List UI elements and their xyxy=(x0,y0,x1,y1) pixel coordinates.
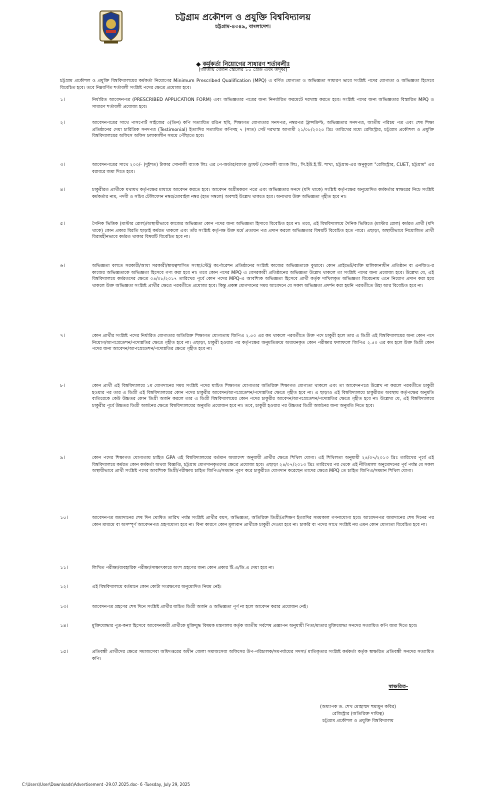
item-number: ১৩। xyxy=(60,605,68,610)
letterhead xyxy=(0,8,486,48)
university-address: চট্টগ্রাম-৪৩৪৯, বাংলাদেশ। xyxy=(215,24,271,30)
item-number: ৪। xyxy=(60,188,65,193)
notice-subtitle: (জাতীয় বেতন স্কেলের ১০ গ্রেড এবং তদূর্ধ্ব) xyxy=(198,67,288,73)
signed-label: স্বাক্ষরিত- xyxy=(388,684,408,690)
item-number: ১২। xyxy=(60,585,68,590)
signature-space xyxy=(268,692,448,704)
item-number: ১। xyxy=(60,98,65,103)
signatory-name: (অধ্যাপক ড. শেখ মোহাম্মদ হুমায়ুন কবির) xyxy=(319,705,397,710)
notice-title-text: কর্মকর্তা নিয়োগের সাধারণ শর্তাবলী xyxy=(202,61,290,68)
item-text: চাকুরীরত প্রার্থীকে যথাযথ কর্তৃপক্ষের মাধ্যমে আবেদন করতে হবে। আবেদন অগ্রীমকরণ পত্রে এবং অভিজ্ঞতার সনদে (যদি থাকে) সংশ্লিষ্ট কর্তৃপক্ষের অনুমোদিত কর্মকর্তার স্বাক্ষরের নিচে সংশ্লিষ্ট কর্মকর্তার নাম, পদবী ও সচিব টেলিফোন নম্বর/মোবাইল নম্বর (হাত সম্বলে) অবশ্যই উল্লেখ থাকতে হবে। অন্যথায় উক্ত অভিজ্ঞতা গৃহীত হবে না। xyxy=(92,188,434,200)
item-text: সৈনিক ভিত্তিক (মাস্টার রোল)/অস্থায়ীভাবে কাজের অভিজ্ঞতা কোন পদের জন্য অভিজ্ঞতা হিসাবে বিবেচিত হবে না। তবে, এই বিশ্ববিদ্যালয়ে দৈনিক ভিত্তিতে (মাস্টার রোল) কর্মরত প্রার্থী (যদি থাকে) কোন প্রকার বিরতি ছাড়াই কর্মরত থাকলে এবং তাঁর সংশ্লিষ্ট কর্তৃপক্ষ উক্ত মর্মে প্রত্যয়ন পত্র প্রদান করলে অভিজ্ঞতার বিষয়টি বিবেচিত হতে পারে। এছাড়া, অস্থায়ীভাবে নিয়োজিত প্রার্থী বিরামহীনভাবে কর্মরত থাকার বিষয়টি বিবেচিত হবে না। xyxy=(92,222,434,241)
item-number: ১৫। xyxy=(60,650,68,655)
bullet-icon: ◆ xyxy=(196,61,203,68)
item-number: ১১। xyxy=(60,566,68,571)
item-text: আবেদনপত্র গ্রহণের শেষ দিনে সংশ্লিষ্ট প্রার্থীর যাচিত ডিগ্রী অর্জন ও অভিজ্ঞতা পূর্ণ না হলে আবেদন করার প্রয়োজন নেই। xyxy=(92,605,308,610)
item-text: অভিজ্ঞতা বলতে সরকারী/আধা সরকারী/স্বায়ত্বশাসিত সংস্থা/স্টেট্র কর্পোরেশন প্রতিষ্ঠানের সংশ্লিষ্ট কাজের অভিজ্ঞতাকে বুঝাবে। কোন প্রাইভেট/ব্যক্তি মালিকানাধীন প্রতিষ্ঠান বা এনজিও-র কাজের অভিজ্ঞতাকে অভিজ্ঞতা হিসেবে গণ্য করা হবে না। তবে কোন পদের MPQ এ বেসরকারী প্রতিষ্ঠানের অভিজ্ঞতা উল্লেখ থাকলে তা সংশ্লিষ্ট পদের জন্য প্রযোজ্য হবে। উল্লেখ্য যে, এই বিশ্ববিদ্যালয়ে কর্মরতদের ক্ষেত্রে ০৪/০৮/২০১৭ তারিখের পূর্বে কোন পদের MPQ-এ আবশ্যিক অভিজ্ঞতা হিসেবে প্রার্থী কর্তৃক দাখিলকৃত অভিজ্ঞতা বিবেচনায় এনে নিয়োগ প্রদান করা হয়ে থাকলে উক্ত অভিজ্ঞতা সংশ্লিষ্ট প্রার্থীর ক্ষেত্রে পরবর্তীতে প্রযোজ্য হবে। কিন্তু প্রকল্প যোগদানের সময় আবেদনে যে সকল অভিজ্ঞতা প্রদর্শন করা হয়নি পরবর্তীতে উহা আর বিবেচিত হবে না। xyxy=(92,264,434,289)
item-number: ১০। xyxy=(60,516,68,521)
item-number: ৭। xyxy=(60,334,65,339)
item-number: ৫। xyxy=(60,222,65,227)
item-text: প্রতিবন্ধী প্রার্থীদের ক্ষেত্রে সমাজসেবা অধিদপ্তরের অধীন জেলা সমাজসেবা অফিসের উপ-পরিচালক/সমপর্যায়ের সদস্য/ মাতিকৃত্যর সংশ্লিষ্ট কর্মকর্তা কর্তৃক স্বাক্ষরিত প্রতিবন্ধী সনদের সত্যায়িত কপি। xyxy=(92,650,434,662)
item-text: আবেদনপত্র জমাদানের শেষ দিন ঘোষিত তারিখ পর্যন্ত সংশ্লিষ্ট প্রার্থীর বয়স, অভিজ্ঞতা, অতিরিক্ত ডিগ্রী/প্রশিক্ষণ ইত্যাদির সময়কাল গণনাযোগ্য হবে। আবেদনপত্র জমাদানের শেষ দিনের পর কোন মাধ্যমে বা অসম্পূর্ণ আবেদনপত্র গ্রহণযোগ্য হবে না। বিনা কারণে কোন মূল্যবান প্রার্থীকে চাকুরী দেওয়া হবে না। চাকরি বা পদের সাথে সংশ্লিষ্ট নয় এমন কোন যোগ্যতা বিবেচিত হবে না। xyxy=(92,516,434,528)
item-text: আবেদনপত্রের সাথে পাসপোর্ট সাইজের ৩(তিন) কপি সত্যায়িত রঙিন ছবি, শিক্ষাগত যোগ্যতার সনদপত্র, নম্বরপত্র ট্রান্সক্রিপ্ট, অভিজ্ঞতার সনদপত্র, জাতীয় পরিচয় পত্র এবং শেষ শিক্ষা প্রতিষ্ঠানের দেয়া চারিত্রিক সনদপত্র (Testimonial) ইত্যাদির সত্যায়িত কপিসহ ৭ (সাত) সেট দরখাস্ত আগামী ২১/০৮/২০২৫ খ্রিঃ তারিখের মধ্যে রেজিস্ট্রার, চট্টগ্রাম প্রকৌশল ও প্রযুক্তি বিশ্ববিদ্যালয়ের অফিসে অফিস চলাকালীন সময়ে পৌঁছাতে হবে। xyxy=(92,121,434,140)
item-text: এই বিশ্ববিদ্যালয়ে বর্তমানে কোন কোটা সংরক্ষণের অনুমোদিত নিয়ম নেই। xyxy=(92,585,222,590)
item-text: আবেদনপত্রের সাথে ২০০/- (দুইশত) টাকার সোনালী ব্যাংক লিঃ এর পে-অর্ডার/ব্যাংক ড্রাফট (সোনালী ব্যাংক লিঃ, সি.ইউ.ই.টি. শাখা, চট্টগ্রাম-এর অনুকূলে "রেজিস্ট্রার, CUET, চট্টগ্রাম" এর বরাবরে জমা দিতে হবে। xyxy=(92,163,434,175)
item-text: কোন প্রার্থীর সংশ্লিষ্ট পদের নির্ধারিত যোগ্যতার অতিরিক্ত শিক্ষাগত যোগ্যতায় জিপিএ ২.৫০ এর কম থাকলে পরবর্তীতে উক্ত পদে চাকুরী হলে তার এ ডিগ্রী এই বিশ্ববিদ্যালয়ের অন্য কোন পদে নিয়োগ/আপগ্রেডেশন/পদোন্নতির ক্ষেত্রে গৃহীত হবে না। এছাড়া, চাকুরী হওয়ার পর কর্তৃপক্ষের অনুমতিক্রমে অধ্যয়নকৃত কোন পরীক্ষার ফলাফলে জিপিএ ২.৫০ এর কম হলে উক্ত ডিগ্রী কোন পদের জন্য আবেদন/আপগ্রেডেশন/পদোন্নতির ক্ষেত্রে গৃহীত হবে না। xyxy=(92,334,434,353)
item-text: মুক্তিযোদ্ধার পুত্র-কন্যা হিসেবে আবেদনকারী প্রার্থীকে মুক্তিযুদ্ধ বিষয়ক মন্ত্রণালয় কর্তৃক জাতীয় সর্বশেষ প্রজ্ঞাপন অনুযায়ী পিতা/মাতার মুক্তিযোদ্ধা সনদের সত্যায়িত কপি জমা দিতে হবে। xyxy=(92,624,418,629)
signatory-institution: চট্টগ্রাম প্রকৌশল ও প্রযুক্তি বিশ্ববিদ্যালয় xyxy=(322,719,394,724)
intro-paragraph: চট্টগ্রাম প্রকৌশল ও প্রযুক্তি বিশ্ববিদ্যালয়ের কর্মকর্তা নিয়োগের Minimum Prescribed Qualification (MPQ) এ বর্ণিত যোগ্যতা ও অভিজ্ঞতা সাধারণ ভাবে সংশ্লিষ্ট পদের যোগ্যতা ও অভিজ্ঞতা হিসেবে বিবেচিত হবে। তবে নিম্নবর্ণিত শর্তাবলী সংশ্লিষ্ট পদের ক্ষেত্রে প্রযোজ্য হবে। xyxy=(60,79,434,92)
item-text: লিখিত পরীক্ষা/ব্যবহারিক পরীক্ষা/সাক্ষাৎকারে অংশ গ্রহণের জন্য কোন প্রকার টি.এ/ডি.এ দেয়া হবে না। xyxy=(92,566,275,571)
file-path-footer: C:\Users\User\Downloads\Advertisement -29.07.2025.doc- 6 -Tuesday, July 29, 2025 xyxy=(22,782,190,787)
signatory-designation: রেজিস্ট্রার (অতিরিক্ত দায়িত্ব) xyxy=(332,712,384,717)
item-number: ১৪। xyxy=(60,624,68,629)
item-text: কোন প্রার্থী এই বিশ্ববিদ্যালয়ে ১ম যোগদানের সময় সংশ্লিষ্ট পদের যাচিত শিক্ষাগত যোগ্যতার অতিরিক্ত শিক্ষাগত যোগ্যতা থাকলে এবং তা আবেদনপত্রে উল্লেখ না করলে পরবর্তীতে চাকুরী হওয়ার পর তার এ ডিগ্রী এই বিশ্ববিদ্যালয়ের কোন পদের চাকুরীর আবেদন/আপগ্রেডেশন/পদোন্নতির ক্ষেত্রে গৃহীত হবে না। এ ছাড়াও এই বিশ্ববিদ্যালয়ে চাকুরীরত অবস্থায় কর্তৃপক্ষের অনুমতি ব্যতিরেকে কেউ উচ্চতর কোন ডিগ্রী অর্জন করলে তার এ ডিগ্রী বিশ্ববিদ্যালয়ের কোন পদের চাকুরীর আবেদন/আপগ্রেডেশন/পদোন্নতির ক্ষেত্রে গৃহীত হবে না। উল্লেখ্য যে, এই বিশ্ববিদ্যালয়ে চাকুরীর পূর্বে উচ্চতর ডিগ্রী অর্জনের ক্ষেত্রে বিশ্ববিদ্যালয়ের অনুমতি প্রয়োজন হবে না। তবে, চাকুরী হওয়ার পর উচ্চতর ডিগ্রী অর্জনের জন্য অনুমতি নিতে হবে। xyxy=(92,384,434,409)
item-number: ৮। xyxy=(60,384,65,389)
university-name: চট্টগ্রাম প্রকৌশল ও প্রযুক্তি বিশ্ববিদ্যালয় xyxy=(175,13,311,23)
item-number: ২। xyxy=(60,121,65,126)
signature-block xyxy=(268,684,448,725)
item-text: কোন পদের শিক্ষাগত যোগ্যতায় চাহিত GPA এই বিশ্ববিদ্যালয়ের বর্তমান অধ্যাদেশ অনুযায়ী প্রার্থীর ক্ষেত্রে শিথিল যোগ্য। এই শিথিলতা অনুযায়ী ২৪/০৭/২০১৩ খ্রিঃ তারিখের পূর্বে এই বিশ্ববিদ্যালয়ে কর্মরত কোন কর্মকর্তা অথবা বিজ্ঞপ্তি, চট্টগ্রাম যোগদানকৃতদের ক্ষেত্রে প্রযোজ্য হবে। এছাড়া ২৪/০৭/২০১৩ খ্রিঃ তারিখের পর থেকে এই নীতিমালা অনুমোদনের পূর্ব পর্যন্ত যে সকল অস্থায়ীভাবে প্রার্থী সংশ্লিষ্ট পদের আবশ্যিক ডিগ্রী/পরীক্ষায় চাহিত জিপিএ/সমমান পূরণ করে চাকুরীতে যোগদান করেছেন তাদের ক্ষেত্রে MPQ তে চাহিত জিপিএ/সমমান শিথিল যোগ্য। xyxy=(92,456,434,475)
item-number: ৬। xyxy=(60,264,65,269)
item-number: ৩। xyxy=(60,163,65,168)
item-number: ৯। xyxy=(60,456,65,461)
item-text: নির্ধারিত আবেদনপত্র (PRESCRIBED APPLICATION FORM) এবং অভিজ্ঞতার পত্রের জন্য নিনর্ধারিত ফরমেটে দরখাস্ত করতে হবে। সংশ্লিষ্ট পদের জন্য অভিজ্ঞতার বিস্তারিত MPQ ও সাধারণ শর্তাবলী প্রযোজ্য হবে। xyxy=(92,98,434,110)
